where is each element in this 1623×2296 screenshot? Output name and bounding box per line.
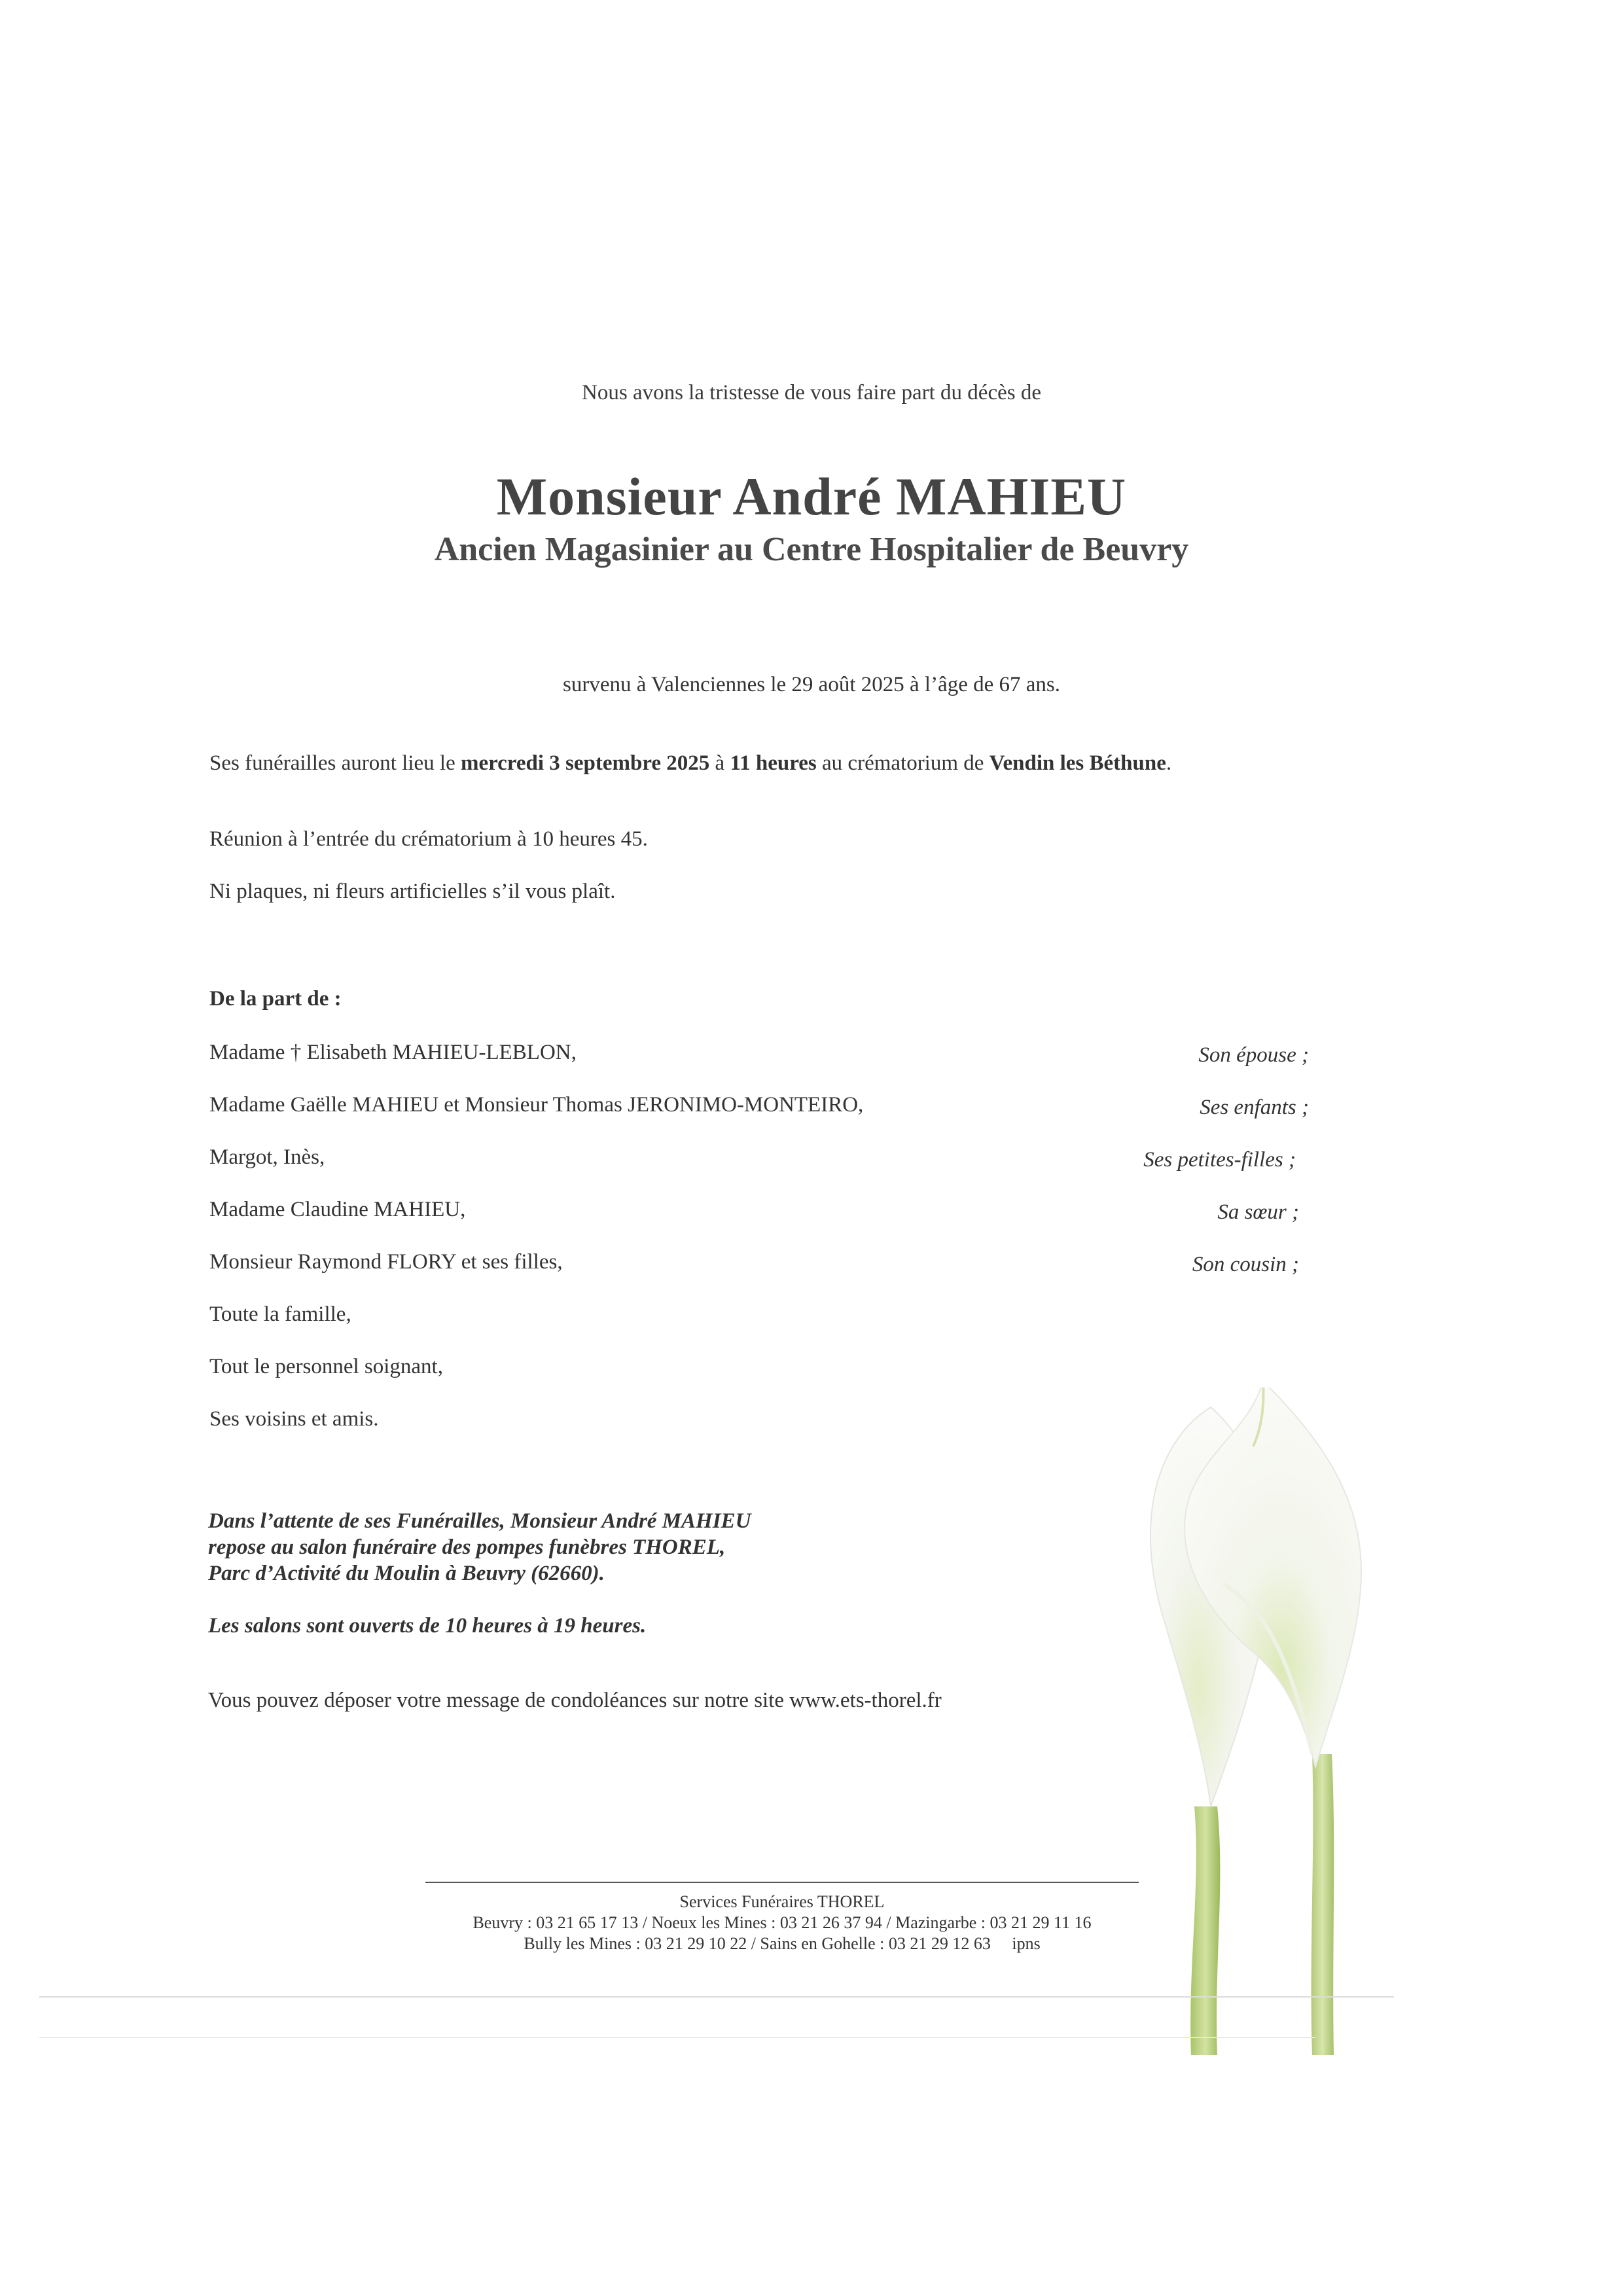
intro-text: Nous avons la tristesse de vous faire part du décès de <box>582 381 1041 404</box>
footer-phones-line-1: Beuvry : 03 21 65 17 13 / Noeux les Mines : 03 21 26 37 94 / Mazingarbe : 03 21 29 11 16 <box>473 1913 1092 1932</box>
funeral-details <box>209 751 1171 776</box>
family-member-relation: Sa sœur ; <box>1217 1200 1299 1224</box>
family-member-name: Toute la famille, <box>209 1302 351 1326</box>
family-member-relation: Ses petites-filles ; <box>1143 1148 1296 1172</box>
family-member-name: Margot, Inès, <box>209 1145 325 1169</box>
family-member-name: Tout le personnel soignant, <box>209 1355 443 1378</box>
calla-lily-illustration <box>1054 1388 1472 2055</box>
family-member-relation: Ses enfants ; <box>1200 1096 1309 1119</box>
family-member-name: Madame Gaëlle MAHIEU et Monsieur Thomas JERONIMO-MONTEIRO, <box>209 1093 864 1117</box>
funeral-place: Vendin les Béthune <box>989 751 1166 775</box>
funeral-mid: à <box>709 751 730 775</box>
condolences-note: Vous pouvez déposer votre message de condoléances sur notre site www.ets-thorel.fr <box>208 1689 942 1712</box>
footer-company: Services Funéraires THOREL <box>679 1892 885 1911</box>
footer-phones-line-2: Bully les Mines : 03 21 29 10 22 / Sains en Gohelle : 03 21 29 12 63 ipns <box>524 1934 1041 1953</box>
family-member-name: Madame Claudine MAHIEU, <box>209 1198 466 1221</box>
family-heading: De la part de : <box>209 987 342 1011</box>
footer-divider <box>425 1882 1139 1883</box>
deceased-name: Monsieur André MAHIEU <box>496 467 1127 526</box>
family-member-name: Monsieur Raymond FLORY et ses filles, <box>209 1250 563 1274</box>
visitation-line-2: repose au salon funéraire des pompes funèbres THOREL, <box>208 1535 726 1559</box>
family-member-name: Ses voisins et amis. <box>209 1407 379 1431</box>
funeral-time: 11 heures <box>730 751 817 775</box>
funeral-suffix: . <box>1166 751 1172 775</box>
family-member-name: Madame † Elisabeth MAHIEU-LEBLON, <box>209 1041 577 1064</box>
visitation-line-3: Parc d’Activité du Moulin à Beuvry (62660). <box>208 1562 605 1585</box>
family-member-relation: Son épouse ; <box>1198 1043 1309 1067</box>
family-member-relation: Son cousin ; <box>1192 1253 1299 1276</box>
funeral-prefix: Ses funérailles auront lieu le <box>209 751 461 775</box>
no-flowers-notice: Ni plaques, ni fleurs artificielles s’il vous plaît. <box>209 880 616 903</box>
death-details: survenu à Valenciennes le 29 août 2025 à l’âge de 67 ans. <box>563 673 1060 696</box>
deceased-occupation: Ancien Magasinier au Centre Hospitalier de Beuvry <box>434 531 1189 568</box>
visitation-hours: Les salons sont ouverts de 10 heures à 19 heures. <box>208 1614 647 1638</box>
funeral-place-prefix: au crématorium de <box>816 751 990 775</box>
visitation-line-1: Dans l’attente de ses Funérailles, Monsieur André MAHIEU <box>208 1509 751 1533</box>
funeral-date: mercredi 3 septembre 2025 <box>460 751 710 775</box>
meeting-info: Réunion à l’entrée du crématorium à 10 heures 45. <box>209 827 648 851</box>
scan-edge-line <box>39 1996 1394 1998</box>
scan-edge-line <box>39 2037 1315 2038</box>
